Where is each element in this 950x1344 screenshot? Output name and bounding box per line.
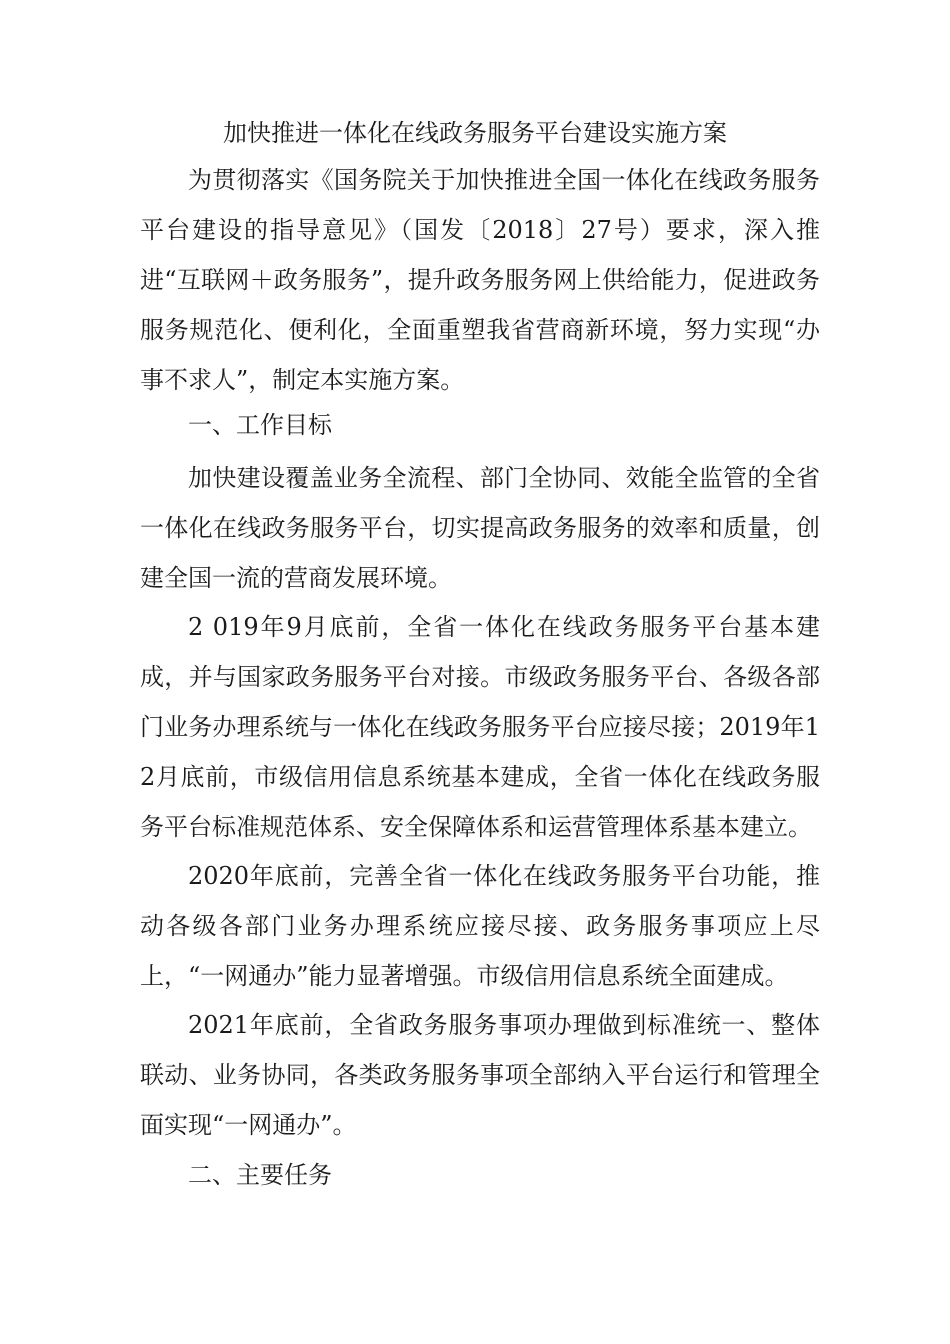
section-heading-work-goals: 一、工作目标 <box>188 411 332 439</box>
document-title: 加快推进一体化在线政务服务平台建设实施方案 <box>223 119 727 147</box>
milestone-2019-paragraph: 2 019年9月底前，全省一体化在线政务服务平台基本建成，并与国家政务服务平台对接。市级政务服务平台、各级各部门业务办理系统与一体化在线政务服务平台应接尽接；2019年12月底前，市级信用信息系统基本建成，全省一体化在线政务服务平台标准规范体系、安全保障体系和运营管理体系基本建立。 <box>140 613 820 841</box>
section-heading-main-tasks: 二、主要任务 <box>188 1161 332 1189</box>
goal-paragraph: 加快建设覆盖业务全流程、部门全协同、效能全监管的全省一体化在线政务服务平台，切实提高政务服务的效率和质量，创建全国一流的营商发展环境。 <box>140 464 820 592</box>
milestone-2021-paragraph: 2021年底前，全省政务服务事项办理做到标准统一、整体联动、业务协同，各类政务服务事项全部纳入平台运行和管理全面实现“一网通办”。 <box>140 1011 820 1139</box>
milestone-2020-paragraph: 2020年底前，完善全省一体化在线政务服务平台功能，推动各级各部门业务办理系统应接尽接、政务服务事项应上尽上，“一网通办”能力显著增强。市级信用信息系统全面建成。 <box>140 862 820 990</box>
intro-paragraph: 为贯彻落实《国务院关于加快推进全国一体化在线政务服务平台建设的指导意见》（国发〔2018〕27号）要求，深入推进“互联网＋政务服务”，提升政务服务网上供给能力，促进政务服务规范化、便利化，全面重塑我省营商新环境，努力实现“办事不求人”，制定本实施方案。 <box>140 166 820 394</box>
